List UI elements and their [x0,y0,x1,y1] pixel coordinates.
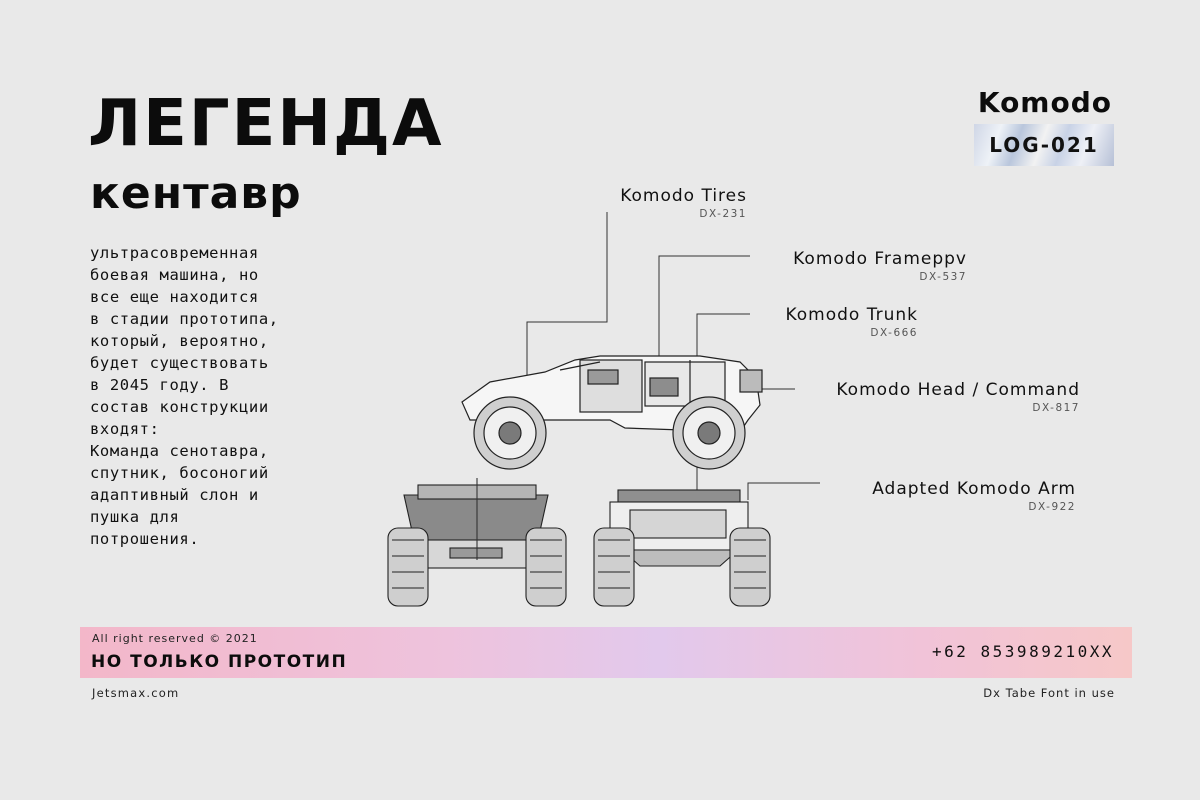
website-text: Jetsmax.com [92,686,180,700]
page-title: ЛЕГЕНДА [88,87,444,161]
callout-head-command-code: DX-817 [1032,402,1080,414]
copyright-text: All right reserved © 2021 [92,632,258,645]
callout-frame-name: Komodo Frameppv [793,249,967,269]
vehicle-front-view [388,478,566,606]
log-code-label: LOG-021 [989,133,1099,157]
font-note-text: Dx Tabe Font in use [983,686,1115,700]
brand-name: Komodo [977,86,1112,119]
callout-tires-name: Komodo Tires [620,186,747,206]
callout-arm [872,479,1076,513]
callout-frame [793,249,967,283]
vehicle-rear-view [594,490,770,606]
footer-band [80,627,1132,678]
callout-head-command-name: Komodo Head / Command [836,380,1080,400]
callout-trunk [785,305,918,339]
callout-trunk-name: Komodo Trunk [785,305,918,325]
page-subtitle: кентавр [90,168,302,219]
callout-arm-code: DX-922 [1028,501,1076,513]
callout-arm-name: Adapted Komodo Arm [872,479,1076,499]
tagline-text: НО ТОЛЬКО ПРОТОТИП [91,652,348,672]
callout-frame-code: DX-537 [919,271,967,283]
leader-line-arm [748,483,820,500]
callout-trunk-code: DX-666 [870,327,918,339]
callout-head-command [836,380,1080,414]
description-text: ультрасовременная боевая машина, но все еще находится в стадии прототипа, который, вероятно, будет существовать в 2045 году. В состав конструкции входят: Команда сенотавра, спутник, босоногий адаптивный слон и пушка для потрошения. [90,244,279,548]
callout-tires [620,186,747,220]
vehicle-side-view [462,356,762,469]
callout-tires-code: DX-231 [699,208,747,220]
phone-number: +62 853989210XX [932,642,1114,661]
